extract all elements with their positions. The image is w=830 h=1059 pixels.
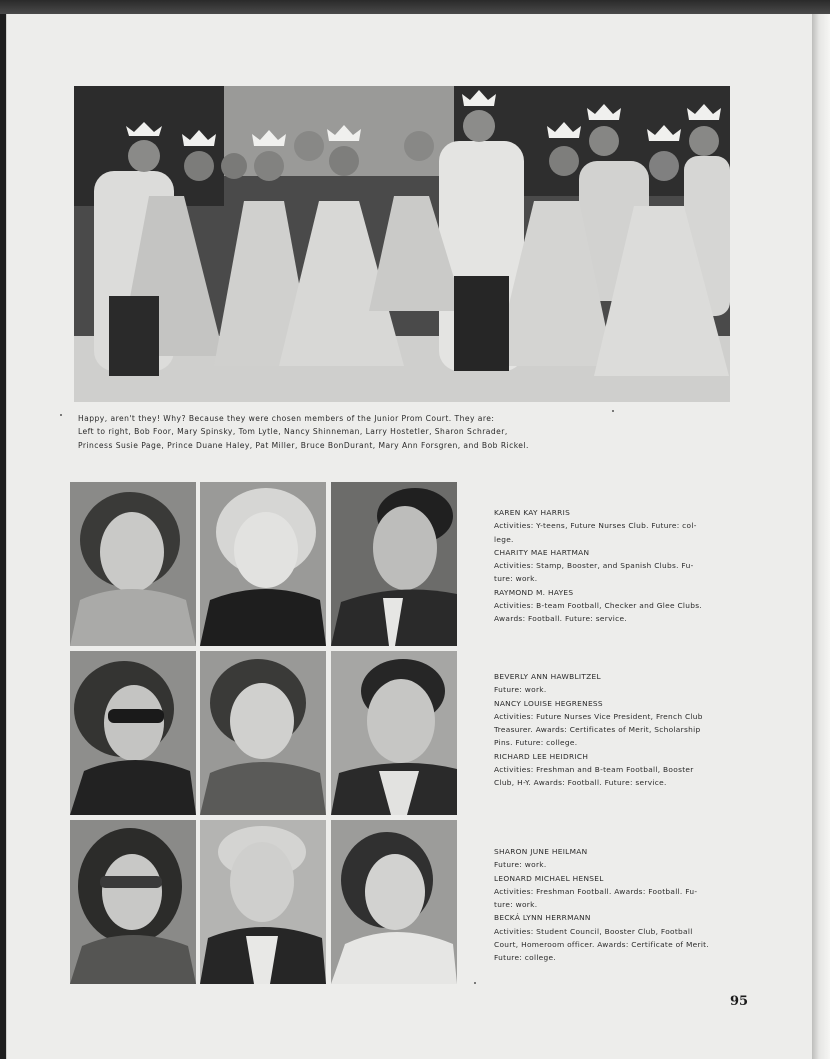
student-name: BEVERLY ANN HAWBLITZEL: [494, 672, 601, 681]
portrait-photo: [70, 482, 196, 646]
page-gutter-shadow: [812, 14, 830, 1059]
student-details: Club, H-Y. Awards: Football. Future: service.: [494, 778, 667, 788]
portrait-photo: [200, 482, 326, 646]
student-details: ture: work.: [494, 900, 538, 910]
bio-block-row-2: [494, 670, 744, 790]
portrait-photo: [331, 482, 457, 646]
caption-line: Princess Susie Page, Prince Duane Haley, Pat Miller, Bruce BonDurant, Mary Ann Forsgren, and Bob Rickel.: [78, 440, 529, 450]
student-details: Treasurer. Awards: Certificates of Merit, Scholarship: [494, 725, 701, 735]
student-name: NANCY LOUISE HEGRENESS: [494, 698, 603, 708]
student-name: LEONARD MICHAEL HENSEL: [494, 873, 604, 883]
portrait-photo: [200, 651, 326, 815]
student-details: Awards: Football. Future: service.: [494, 614, 627, 624]
bio-block-row-3: [494, 845, 744, 965]
student-name: SHARON JUNE HEILMAN: [494, 847, 588, 856]
student-details: Pins. Future: college.: [494, 738, 578, 748]
student-details: Activities: B-team Football, Checker and Glee Clubs.: [494, 601, 703, 611]
caption-line: Happy, aren't they! Why? Because they were chosen members of the Junior Prom Court. They are:: [78, 414, 495, 423]
page-number: 95: [730, 994, 749, 1009]
student-details: Activities: Freshman Football. Awards: Football. Fu-: [494, 886, 698, 896]
print-speck: [60, 414, 62, 416]
student-details: Future: work.: [494, 860, 547, 870]
student-name: RICHARD LEE HEIDRICH: [494, 751, 589, 761]
scanner-edge: [0, 0, 830, 14]
student-name: BECKÁ LYNN HERRMANN: [494, 913, 591, 923]
student-details: lege.: [494, 534, 514, 544]
portrait-photo: [331, 820, 457, 984]
portrait-photo: [200, 820, 326, 984]
caption-line: Left to right, Bob Foor, Mary Spinsky, Tom Lytle, Nancy Shinneman, Larry Hostetler, Sharon Schrader,: [78, 427, 508, 437]
portrait-photo: [70, 820, 196, 984]
print-speck: [474, 982, 476, 984]
student-details: Future: work.: [494, 685, 547, 695]
student-details: Court, Homeroom officer. Awards: Certificate of Merit.: [494, 940, 710, 950]
prom-court-photo: [74, 86, 730, 402]
student-details: Activities: Future Nurses Vice President, French Club: [494, 711, 703, 721]
student-name: RAYMOND M. HAYES: [494, 587, 574, 597]
portrait-photo: [70, 651, 196, 815]
student-name: CHARITY MAE HARTMAN: [494, 547, 590, 557]
photo-caption: [78, 412, 638, 452]
student-details: Future: college.: [494, 953, 557, 963]
student-details: Activities: Freshman and B-team Football, Booster: [494, 765, 694, 775]
bio-block-row-1: [494, 506, 744, 626]
student-details: Activities: Student Council, Booster Club, Football: [494, 926, 693, 936]
student-details: ture: work.: [494, 574, 538, 584]
student-details: Activities: Stamp, Booster, and Spanish Clubs. Fu-: [494, 561, 694, 571]
student-details: Activities: Y-teens, Future Nurses Club. Future: col-: [494, 521, 697, 531]
student-name: KAREN KAY HARRIS: [494, 508, 571, 517]
print-speck: [612, 410, 614, 412]
portrait-photo: [331, 651, 457, 815]
